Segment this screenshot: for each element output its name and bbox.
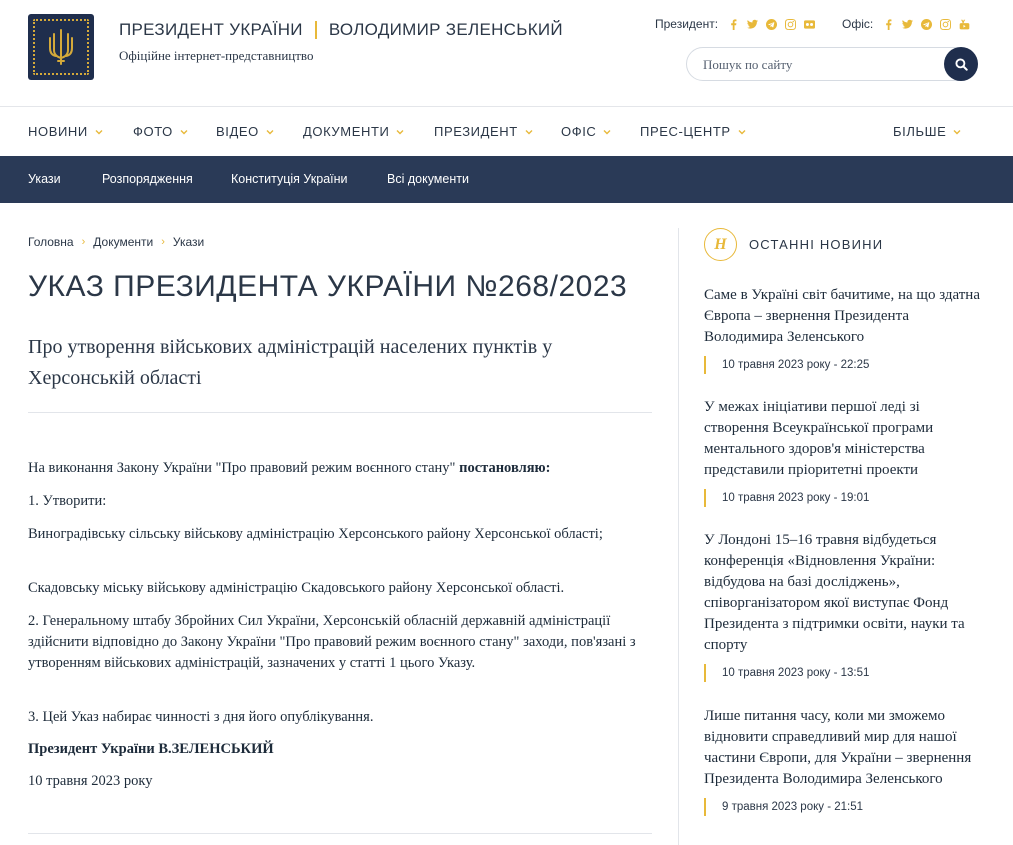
document-paragraph: 1. Утворити: — [28, 493, 107, 509]
social-president-label: Президент: — [655, 17, 719, 31]
document-paragraph: 2. Генеральному штабу Збройних Сил України, Херсонській обласній державній адміністрації здійснити відповідно до Закону України "Про правовий режим воєнного стану" заходи, пов'язані з утворенням військових адміністрацій, зазначених у статті 1 цього Указу. — [28, 613, 636, 671]
breadcrumb-decrees[interactable]: Укази — [172, 235, 205, 249]
news-title[interactable]: У Лондоні 15–16 травня відбудеться конференція «Відновлення України: відбудова на базі досліджень», співорганізатором якої виступає Фонд Президента з підтримки освіти, науки та спорту — [704, 532, 965, 653]
document-date: 10 травня 2023 року — [28, 773, 153, 789]
nav-item-photo[interactable] — [133, 124, 188, 139]
telegram-icon[interactable] — [918, 16, 934, 32]
latest-news-header — [704, 228, 883, 261]
news-date: 10 травня 2023 року - 13:51 — [704, 664, 984, 682]
instagram-icon[interactable] — [937, 16, 953, 32]
coat-of-arms-logo[interactable] — [28, 14, 94, 80]
subnav-item-constitution[interactable]: Конституція України — [231, 172, 348, 186]
nav-item-label: ПРЕЗИДЕНТ — [434, 124, 518, 139]
site-subtitle: Офіційне інтернет-представництво — [119, 48, 314, 63]
chevron-down-icon — [738, 128, 746, 136]
nav-item-label: ВІДЕО — [216, 124, 259, 139]
chevron-down-icon — [95, 128, 103, 136]
intro-text: На виконання Закону України "Про правовий режим воєнного стану" — [28, 460, 456, 476]
twitter-icon[interactable] — [899, 16, 915, 32]
facebook-icon[interactable] — [880, 16, 896, 32]
social-office — [842, 16, 972, 32]
social-office-label: Офіс: — [842, 17, 874, 31]
breadcrumb — [28, 235, 204, 249]
trident-icon — [48, 28, 74, 66]
news-title[interactable]: Саме в Україні світ бачитиме, на що здатна Європа – звернення Президента Володимира Зеленського — [704, 287, 980, 345]
news-item[interactable] — [704, 397, 984, 507]
site-header — [0, 0, 1013, 107]
page-title: УКАЗ ПРЕЗИДЕНТА УКРАЇНИ №268/2023 — [28, 270, 628, 303]
latest-news-title: ОСТАННІ НОВИНИ — [749, 237, 884, 252]
nav-item-documents[interactable] — [303, 124, 404, 139]
chevron-down-icon — [953, 128, 961, 136]
document-intro — [28, 458, 648, 479]
search-input[interactable] — [703, 56, 933, 74]
document-subtitle: Про утворення військових адміністрацій населених пунктів у Херсонській області — [28, 336, 553, 389]
chevron-down-icon — [525, 128, 533, 136]
flickr-icon[interactable] — [801, 16, 817, 32]
breadcrumb-home[interactable]: Головна — [28, 235, 74, 249]
chevron-down-icon — [603, 128, 611, 136]
chevron-down-icon — [396, 128, 404, 136]
sidebar-divider — [678, 228, 679, 845]
nav-item-more[interactable] — [893, 124, 961, 139]
site-title-right: ВОЛОДИМИР ЗЕЛЕНСЬКИЙ — [328, 20, 563, 39]
nav-item-label: ДОКУМЕНТИ — [303, 124, 390, 139]
nav-item-label: НОВИНИ — [28, 124, 88, 139]
nav-item-president[interactable] — [434, 124, 533, 139]
instagram-icon[interactable] — [782, 16, 798, 32]
breadcrumb-separator-icon: › — [81, 236, 86, 248]
news-item[interactable] — [704, 530, 984, 682]
news-date: 9 травня 2023 року - 21:51 — [704, 798, 984, 816]
telegram-icon[interactable] — [763, 16, 779, 32]
document-signature: Президент України В.ЗЕЛЕНСЬКИЙ — [28, 741, 274, 757]
nav-item-press-center[interactable] — [640, 124, 746, 139]
document-paragraph: 3. Цей Указ набирає чинності з дня його опублікування. — [28, 709, 374, 725]
divider — [28, 833, 652, 834]
chevron-down-icon — [180, 128, 188, 136]
documents-subnav — [0, 156, 1013, 203]
site-title[interactable] — [119, 20, 563, 40]
youtube-icon[interactable] — [956, 16, 972, 32]
title-separator — [315, 21, 317, 39]
news-title[interactable]: У межах ініціативи першої леді зі створення Всеукраїнської програми ментального здоров'я міністерства представили пріоритетні проекти — [704, 399, 934, 478]
divider — [28, 412, 652, 413]
search-button[interactable] — [944, 47, 978, 81]
main-nav — [0, 107, 1013, 156]
news-item[interactable] — [704, 706, 984, 816]
nav-item-label: БІЛЬШЕ — [893, 124, 947, 139]
search-icon — [955, 58, 968, 71]
twitter-icon[interactable] — [744, 16, 760, 32]
site-title-left: ПРЕЗИДЕНТ УКРАЇНИ — [119, 20, 303, 39]
intro-bold: постановляю: — [459, 460, 551, 476]
subnav-item-decrees[interactable]: Укази — [28, 172, 61, 186]
document-paragraph: Виноградівську сільську військову адміністрацію Херсонського району Херсонської області; — [28, 526, 603, 542]
nav-item-news[interactable] — [28, 124, 103, 139]
chevron-down-icon — [266, 128, 274, 136]
breadcrumb-documents[interactable]: Документи — [93, 235, 154, 249]
nav-item-office[interactable] — [561, 124, 611, 139]
nav-item-label: ФОТО — [133, 124, 173, 139]
subnav-item-orders[interactable]: Розпорядження — [102, 172, 193, 186]
nav-item-video[interactable] — [216, 124, 274, 139]
social-president — [655, 16, 817, 32]
logo-frame — [33, 19, 89, 75]
nav-item-label: ПРЕС-ЦЕНТР — [640, 124, 731, 139]
news-badge-icon: Н — [704, 228, 737, 261]
document-paragraph: Скадовську міську військову адміністрацію Скадовського району Херсонської області. — [28, 580, 565, 596]
news-item[interactable] — [704, 285, 984, 374]
news-date: 10 травня 2023 року - 22:25 — [704, 356, 984, 374]
breadcrumb-separator-icon: › — [161, 236, 165, 248]
nav-item-label: ОФІС — [561, 124, 597, 139]
subnav-item-all-documents[interactable]: Всі документи — [387, 172, 469, 186]
facebook-icon[interactable] — [725, 16, 741, 32]
site-search — [686, 47, 978, 81]
news-title[interactable]: Лише питання часу, коли ми зможемо відновити справедливий мир для нашої частини Європи, для України – звернення Президента Володимира Зеленського — [704, 708, 972, 787]
news-date: 10 травня 2023 року - 19:01 — [704, 489, 984, 507]
